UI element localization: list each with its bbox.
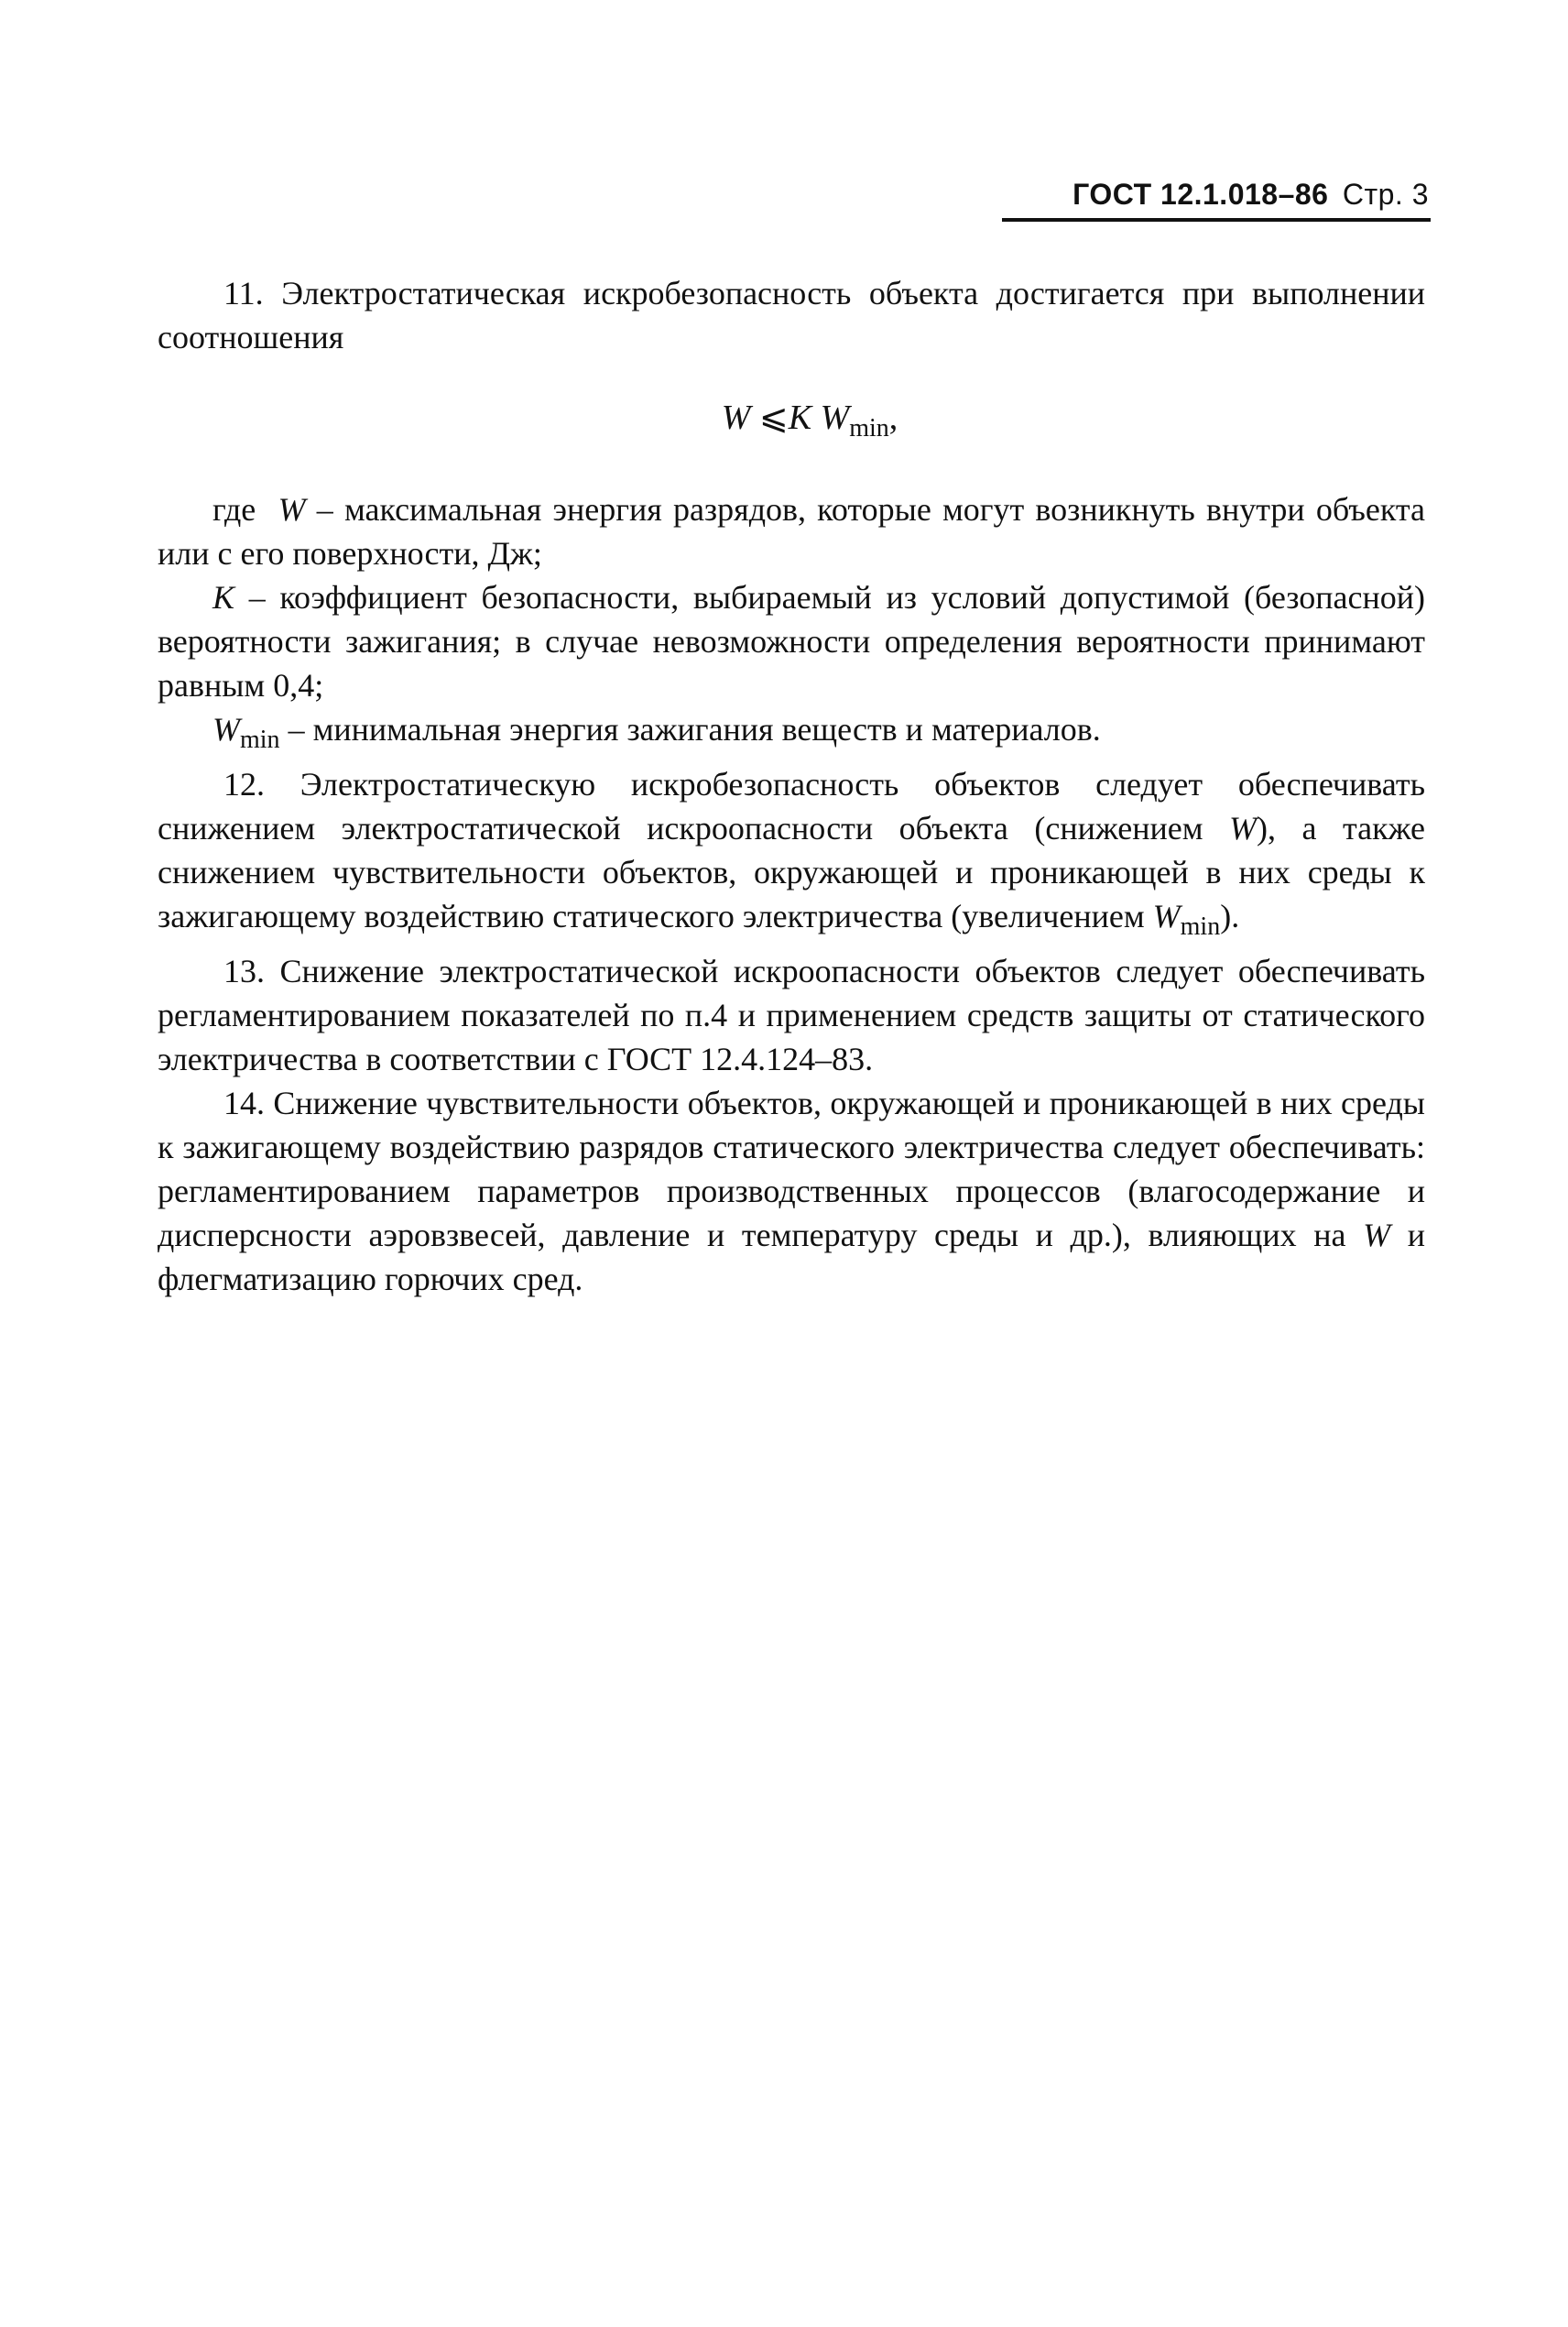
paragraph-12-text-b: ), а также снижением чувствительности объектов, окружающей и проникающей в них среды к зажигающему воздействию статического электричества (увеличением xyxy=(158,810,1426,934)
paragraph-11 xyxy=(158,271,1425,359)
paragraph-12-wmin-subscript: min xyxy=(1180,912,1221,941)
formula-wmin: W xyxy=(820,399,850,437)
paragraph-14-text-a: 14. Снижение чувствительности объектов, окружающей и проникающей в них среды к зажигающему воздействию разрядов статического электричества следует обеспечивать: регламентированием параметров производственных процессов (влагосодержание и дисперсности аэровзвесей, давление и температуру среды и др.), влияющих на xyxy=(158,1085,1425,1253)
paragraph-11-number: 11. xyxy=(223,275,264,311)
formula-wmin-subscript: min xyxy=(849,414,889,442)
page-header xyxy=(1002,176,1429,213)
standard-code: ГОСТ 12.1.018–86 xyxy=(1073,178,1329,211)
definition-wmin-symbol: W xyxy=(212,711,240,748)
paragraph-14-w: W xyxy=(1363,1217,1391,1253)
definition-w-symbol: W xyxy=(278,491,306,528)
paragraph-13: 13. Снижение электростатической искроопасности объектов следует обеспечивать регламентированием показателей по п.4 и применением средств защиты от статического электричества в соответствии с ГОСТ 12.4.124–83. xyxy=(158,953,1425,1077)
definition-wmin-subscript: min xyxy=(240,726,280,754)
paragraph-14 xyxy=(158,1081,1425,1301)
definition-wmin-text: – минимальная энергия зажигания веществ и материалов. xyxy=(288,711,1101,748)
page-number: Стр. 3 xyxy=(1342,178,1429,211)
definition-w-text: – максимальная энергия разрядов, которые могут возникнуть внутри объекта или с его поверхности, Дж; xyxy=(158,491,1426,572)
definition-w xyxy=(158,487,1425,575)
document-body xyxy=(158,271,1425,1301)
definition-k-text: – коэффициент безопасности, выбираемый из условий допустимой (безопасной) вероятности зажигания; в случае невозможности определения вероятности принимают равным 0,4; xyxy=(158,579,1426,704)
formula-operator: ⩽ xyxy=(758,399,789,437)
definition-lead: где xyxy=(212,491,256,528)
definition-wmin xyxy=(158,707,1425,762)
definition-k xyxy=(158,575,1425,707)
paragraph-14-text-b: и флегматизацию горючих сред. xyxy=(158,1217,1426,1297)
formula-trailing-comma: , xyxy=(888,399,898,437)
formula-k: K xyxy=(788,399,812,437)
paragraph-11-text: Электростатическая искробезопасность объекта достигается при выполнении соотношения xyxy=(158,275,1425,355)
paragraph-12-wmin: W xyxy=(1152,898,1181,934)
paragraph-12-text-c: ). xyxy=(1220,898,1240,934)
definition-k-symbol: K xyxy=(212,579,235,616)
paragraph-12 xyxy=(158,762,1425,949)
header-rule xyxy=(1002,218,1431,222)
safety-formula xyxy=(194,394,1425,453)
paragraph-12-text-a: 12. Электростатическую искробезопасность объектов следует обеспечивать снижением электростатической искроопасности объекта (снижением xyxy=(158,766,1425,847)
paragraph-12-w: W xyxy=(1229,810,1258,847)
formula-w: W xyxy=(721,399,751,437)
